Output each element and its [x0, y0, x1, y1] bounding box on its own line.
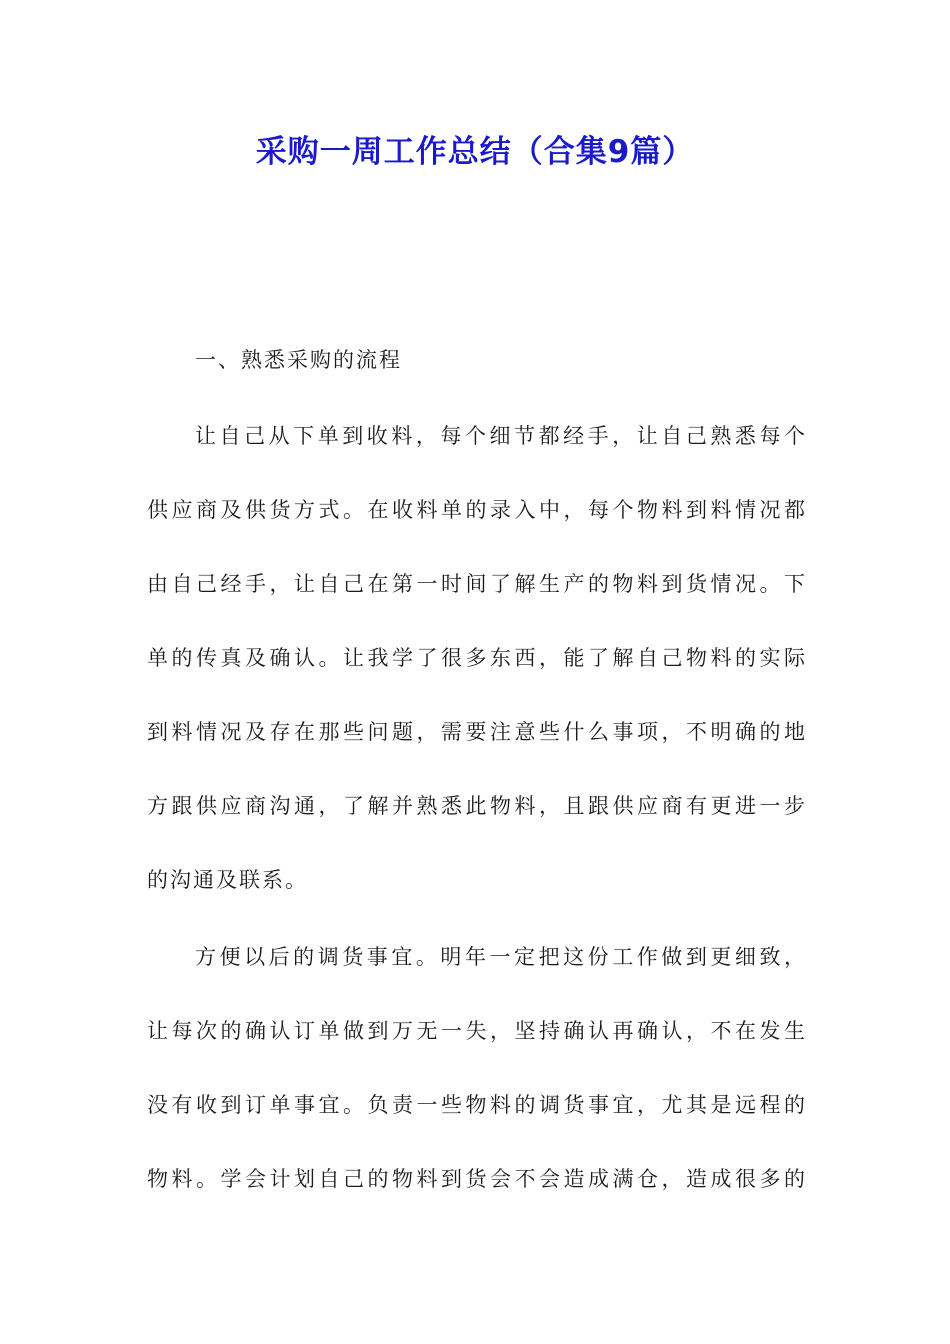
paragraph-line: 的沟通及联系。 [147, 868, 308, 892]
paragraph-line: 单的传真及确认。让我学了很多东西，能了解自己物料的实际 [147, 646, 807, 670]
paragraph-line: 方跟供应商沟通，了解并熟悉此物料，且跟供应商有更进一步 [147, 794, 807, 818]
paragraph-line: 方便以后的调货事宜。明年一定把这份工作做到更细致， [195, 945, 807, 969]
paragraph-line: 没有收到订单事宜。负责一些物料的调货事宜，尤其是远程的 [147, 1093, 807, 1117]
paragraph-line: 供应商及供货方式。在收料单的录入中，每个物料到料情况都 [147, 498, 807, 522]
paragraph-line: 到料情况及存在那些问题，需要注意些什么事项，不明确的地 [147, 720, 807, 744]
paragraph-2 [147, 920, 807, 1216]
paragraph-line: 物料。学会计划自己的物料到货会不会造成满仓，造成很多的 [147, 1167, 807, 1191]
paragraph-1 [147, 399, 807, 917]
paragraph-line: 让每次的确认订单做到万无一失，坚持确认再确认，不在发生 [147, 1019, 807, 1043]
paragraph-line: 由自己经手，让自己在第一时间了解生产的物料到货情况。下 [147, 572, 807, 596]
document-title: 采购一周工作总结（合集9篇） [255, 134, 695, 170]
section-heading: 一、熟悉采购的流程 [195, 348, 402, 372]
paragraph-line: 让自己从下单到收料，每个细节都经手，让自己熟悉每个 [195, 424, 807, 448]
